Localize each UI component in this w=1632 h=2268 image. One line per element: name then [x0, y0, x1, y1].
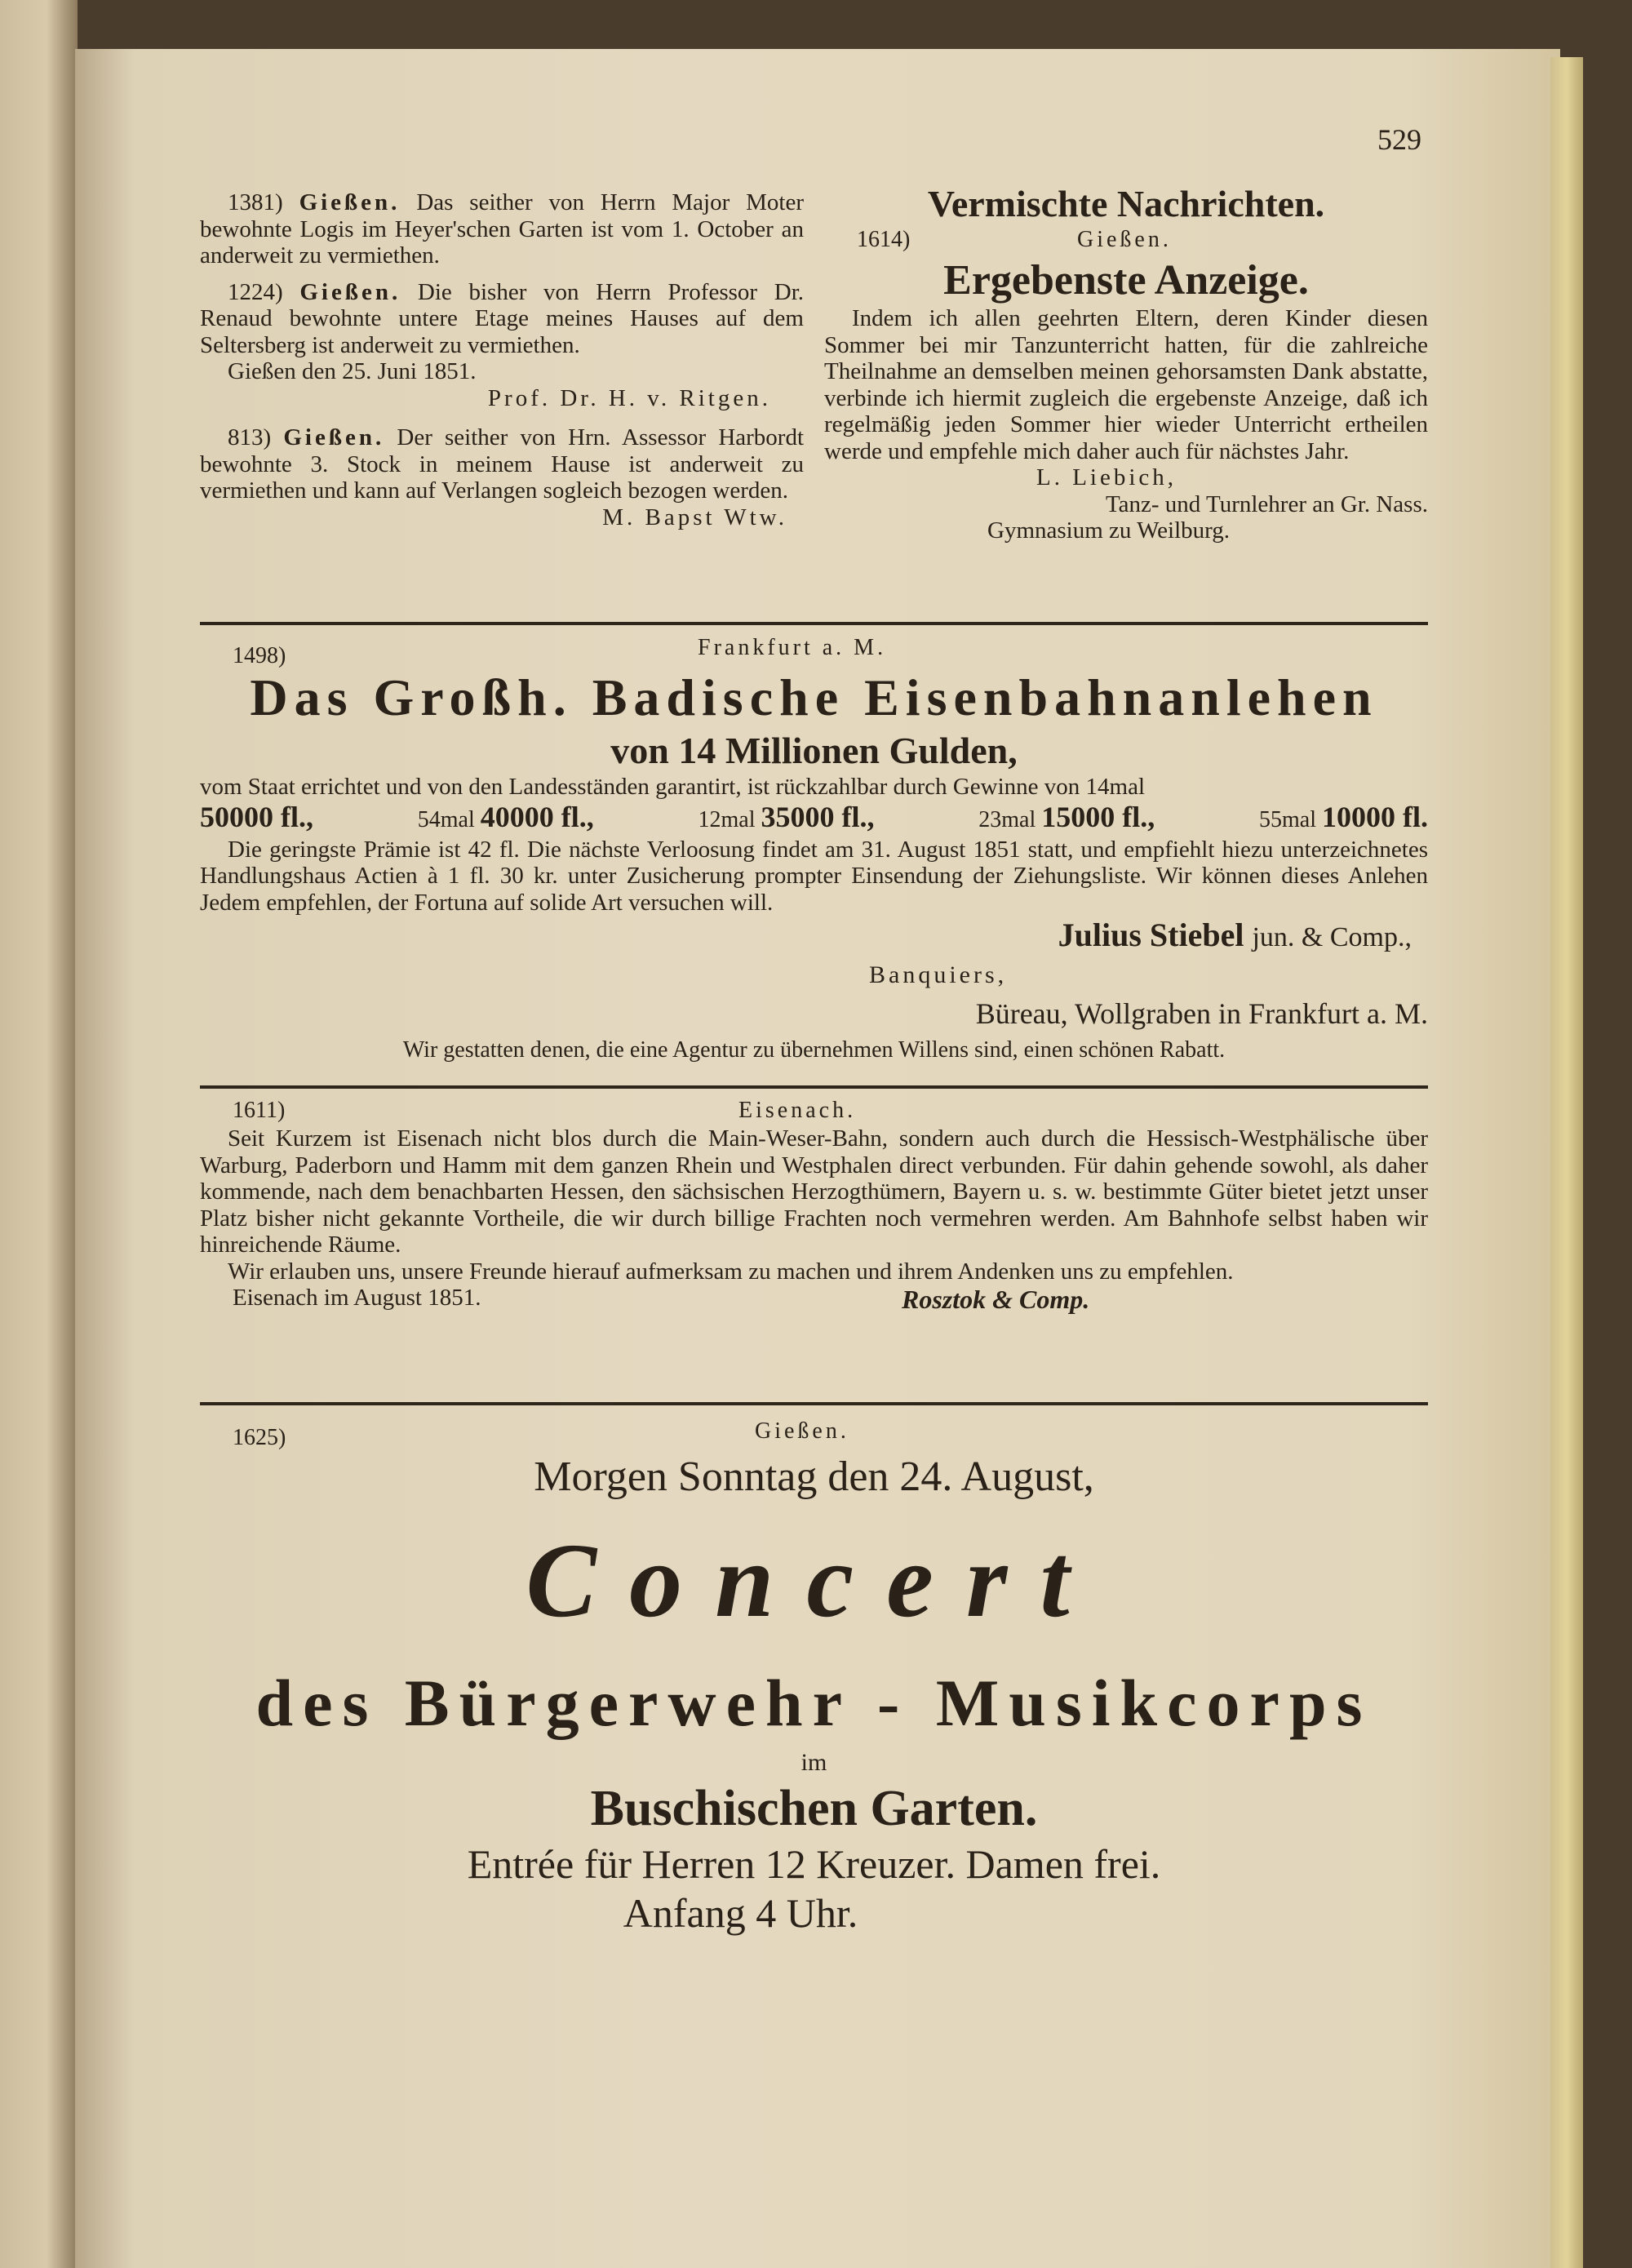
left-column [200, 189, 804, 530]
ad-signature: L. Liebich, [1036, 464, 1177, 490]
ad-number: 1611) [233, 1098, 286, 1123]
ad-text: Das seither von Herrn Major Moter bewohnte Logis im Heyer'schen Garten ist vom 1. October an anderweit zu vermiethen. [200, 189, 805, 269]
ad-number: 1614) [857, 227, 911, 252]
prize: 50000 fl., [200, 800, 313, 833]
facing-page-edge [0, 0, 78, 2268]
ad-813 [200, 424, 805, 530]
divider [200, 1085, 1428, 1089]
ad-firm: Julius Stiebel jun. & Comp., [1058, 917, 1412, 953]
ad-number: 1224) [228, 278, 283, 305]
ad-heading: Ergebenste Anzeige. [943, 257, 1309, 304]
prize: 54mal 40000 fl., [417, 800, 594, 833]
ad-1611 [200, 1098, 1428, 1317]
ad-place: Gießen. [299, 189, 401, 215]
concert-start: Anfang 4 Uhr. [623, 1890, 858, 1936]
ad-text: Wir erlauben uns, unsere Freunde hierauf aufmerksam zu machen und ihrem Andenken uns zu empfehlen. [228, 1258, 1234, 1285]
concert-performer: des Bürgerwehr - Musikcorps [255, 1666, 1373, 1740]
ad-1614-header [824, 227, 1428, 256]
concert-title: Concert [526, 1522, 1102, 1640]
ad-line: vom Staat errichtet und von den Landesständen garantirt, ist rückzahlbar durch Gewinne von 14mal [200, 774, 1146, 800]
ad-number: 1498) [233, 643, 286, 668]
ad-1625 [200, 1418, 1428, 1937]
ad-number: 1625) [233, 1425, 286, 1450]
ad-signature: M. Bapst Wtw. [602, 504, 787, 530]
concert-entry: Entrée für Herren 12 Kreuzer. Damen frei. [467, 1841, 1161, 1887]
concert-venue: Buschischen Garten. [590, 1781, 1038, 1836]
ad-text: Der seither von Hrn. Assessor Harbordt bewohnte 3. Stock in meinem Hause ist anderweit zu vermiethen und kann auf Verlangen sogleich bezogen werden. [200, 424, 805, 504]
prize-list [200, 801, 1428, 837]
ad-date: Gießen den 25. Juni 1851. [228, 358, 477, 384]
ad-place: Gießen. [299, 278, 401, 305]
ad-text: Die geringste Prämie ist 42 fl. Die nächste Verloosung findet am 31. August 1851 statt, und empfiehlt hiezu unterzeichnetes Handlungshaus Actien à 1 fl. 30 kr. unter Zusicherung prompter Einsendung der Ziehungsliste. Wir können dieses Anlehen Jedem empfehlen, der Fortuna auf solide Art versuchen will. [200, 836, 1428, 916]
ad-1498 [200, 635, 1428, 1067]
right-column [824, 181, 1428, 544]
ad-number: 1381) [228, 189, 283, 215]
page-stack-edge [1550, 57, 1583, 2268]
ad-date: Eisenach im August 1851. [233, 1285, 481, 1311]
ad-note: Wir gestatten denen, die eine Agentur zu übernehmen Willens sind, einen schönen Rabatt. [402, 1037, 1226, 1063]
ad-banquiers: Banquiers, [869, 961, 1008, 988]
ad-1224 [200, 279, 804, 359]
ad-address: Büreau, Wollgraben in Frankfurt a. M. [975, 997, 1428, 1030]
ad-text: Seit Kurzem ist Eisenach nicht blos durch die Main-Weser-Bahn, sondern auch durch die Hessisch-Westphälische über Warburg, Paderborn und Hamm mit dem ganzen Rhein und Westphalen direct verbunden. Für dahin gehende sowohl, als daher kommende, nach dem benachbarten Hessen, den sächsischen Herzogthümern, Bayern u. s. w. bestimmte Güter bietet jetzt unser Platz bisher nicht gekannte Vortheile, die wir durch billige Frachten noch vermehren werden. Am Bahnhofe selbst haben wir hinreichende Räume. [200, 1125, 1428, 1258]
ad-place: Frankfurt a. M. [698, 635, 887, 660]
ad-1381 [200, 189, 804, 269]
ad-role: Tanz- und Turnlehrer an Gr. Nass. [1105, 490, 1428, 517]
ad-place: Gießen. [755, 1418, 849, 1444]
ad-headline: Das Großh. Badische Eisenbahnanlehen [250, 668, 1378, 726]
ad-subheadline: von 14 Millionen Gulden, [610, 730, 1018, 771]
ad-signature: Rosztok & Comp. [902, 1285, 1090, 1314]
concert-im: im [800, 1749, 827, 1776]
page-number: 529 [1377, 123, 1421, 156]
divider [200, 1402, 1428, 1405]
prize: 23mal 15000 fl., [978, 800, 1155, 833]
ad-role: Gymnasium zu Weilburg. [987, 517, 1231, 544]
ad-place: Eisenach. [738, 1098, 857, 1123]
ad-place: Gießen. [1077, 227, 1172, 252]
concert-date: Morgen Sonntag den 24. August, [534, 1454, 1094, 1500]
divider [200, 622, 1428, 625]
prize: 55mal 10000 fl. [1259, 800, 1428, 833]
ad-text: Die bisher von Herrn Professor Dr. Renaud bewohnte untere Etage meines Hauses auf dem Seltersberg ist anderweit zu vermiethen. [200, 278, 805, 358]
section-title: Vermischte Nachrichten. [927, 183, 1325, 224]
ad-place: Gießen. [283, 424, 385, 450]
ad-number: 813) [228, 424, 272, 450]
prize: 12mal 35000 fl., [698, 800, 875, 833]
ad-text: Indem ich allen geehrten Eltern, deren Kinder diesen Sommer bei mir Tanzunterricht hatten, für die zahlreiche Theilnahme an demselben meinen gehorsamsten Dank abstatte, verbinde ich hiermit zugleich die ergebenste Anzeige, daß ich regelmäßig jeden Sommer hier wieder Unterricht ertheilen werde und empfehle mich daher auch für nächstes Jahr. [824, 305, 1428, 464]
ad-signature: Prof. Dr. H. v. Ritgen. [487, 384, 771, 411]
